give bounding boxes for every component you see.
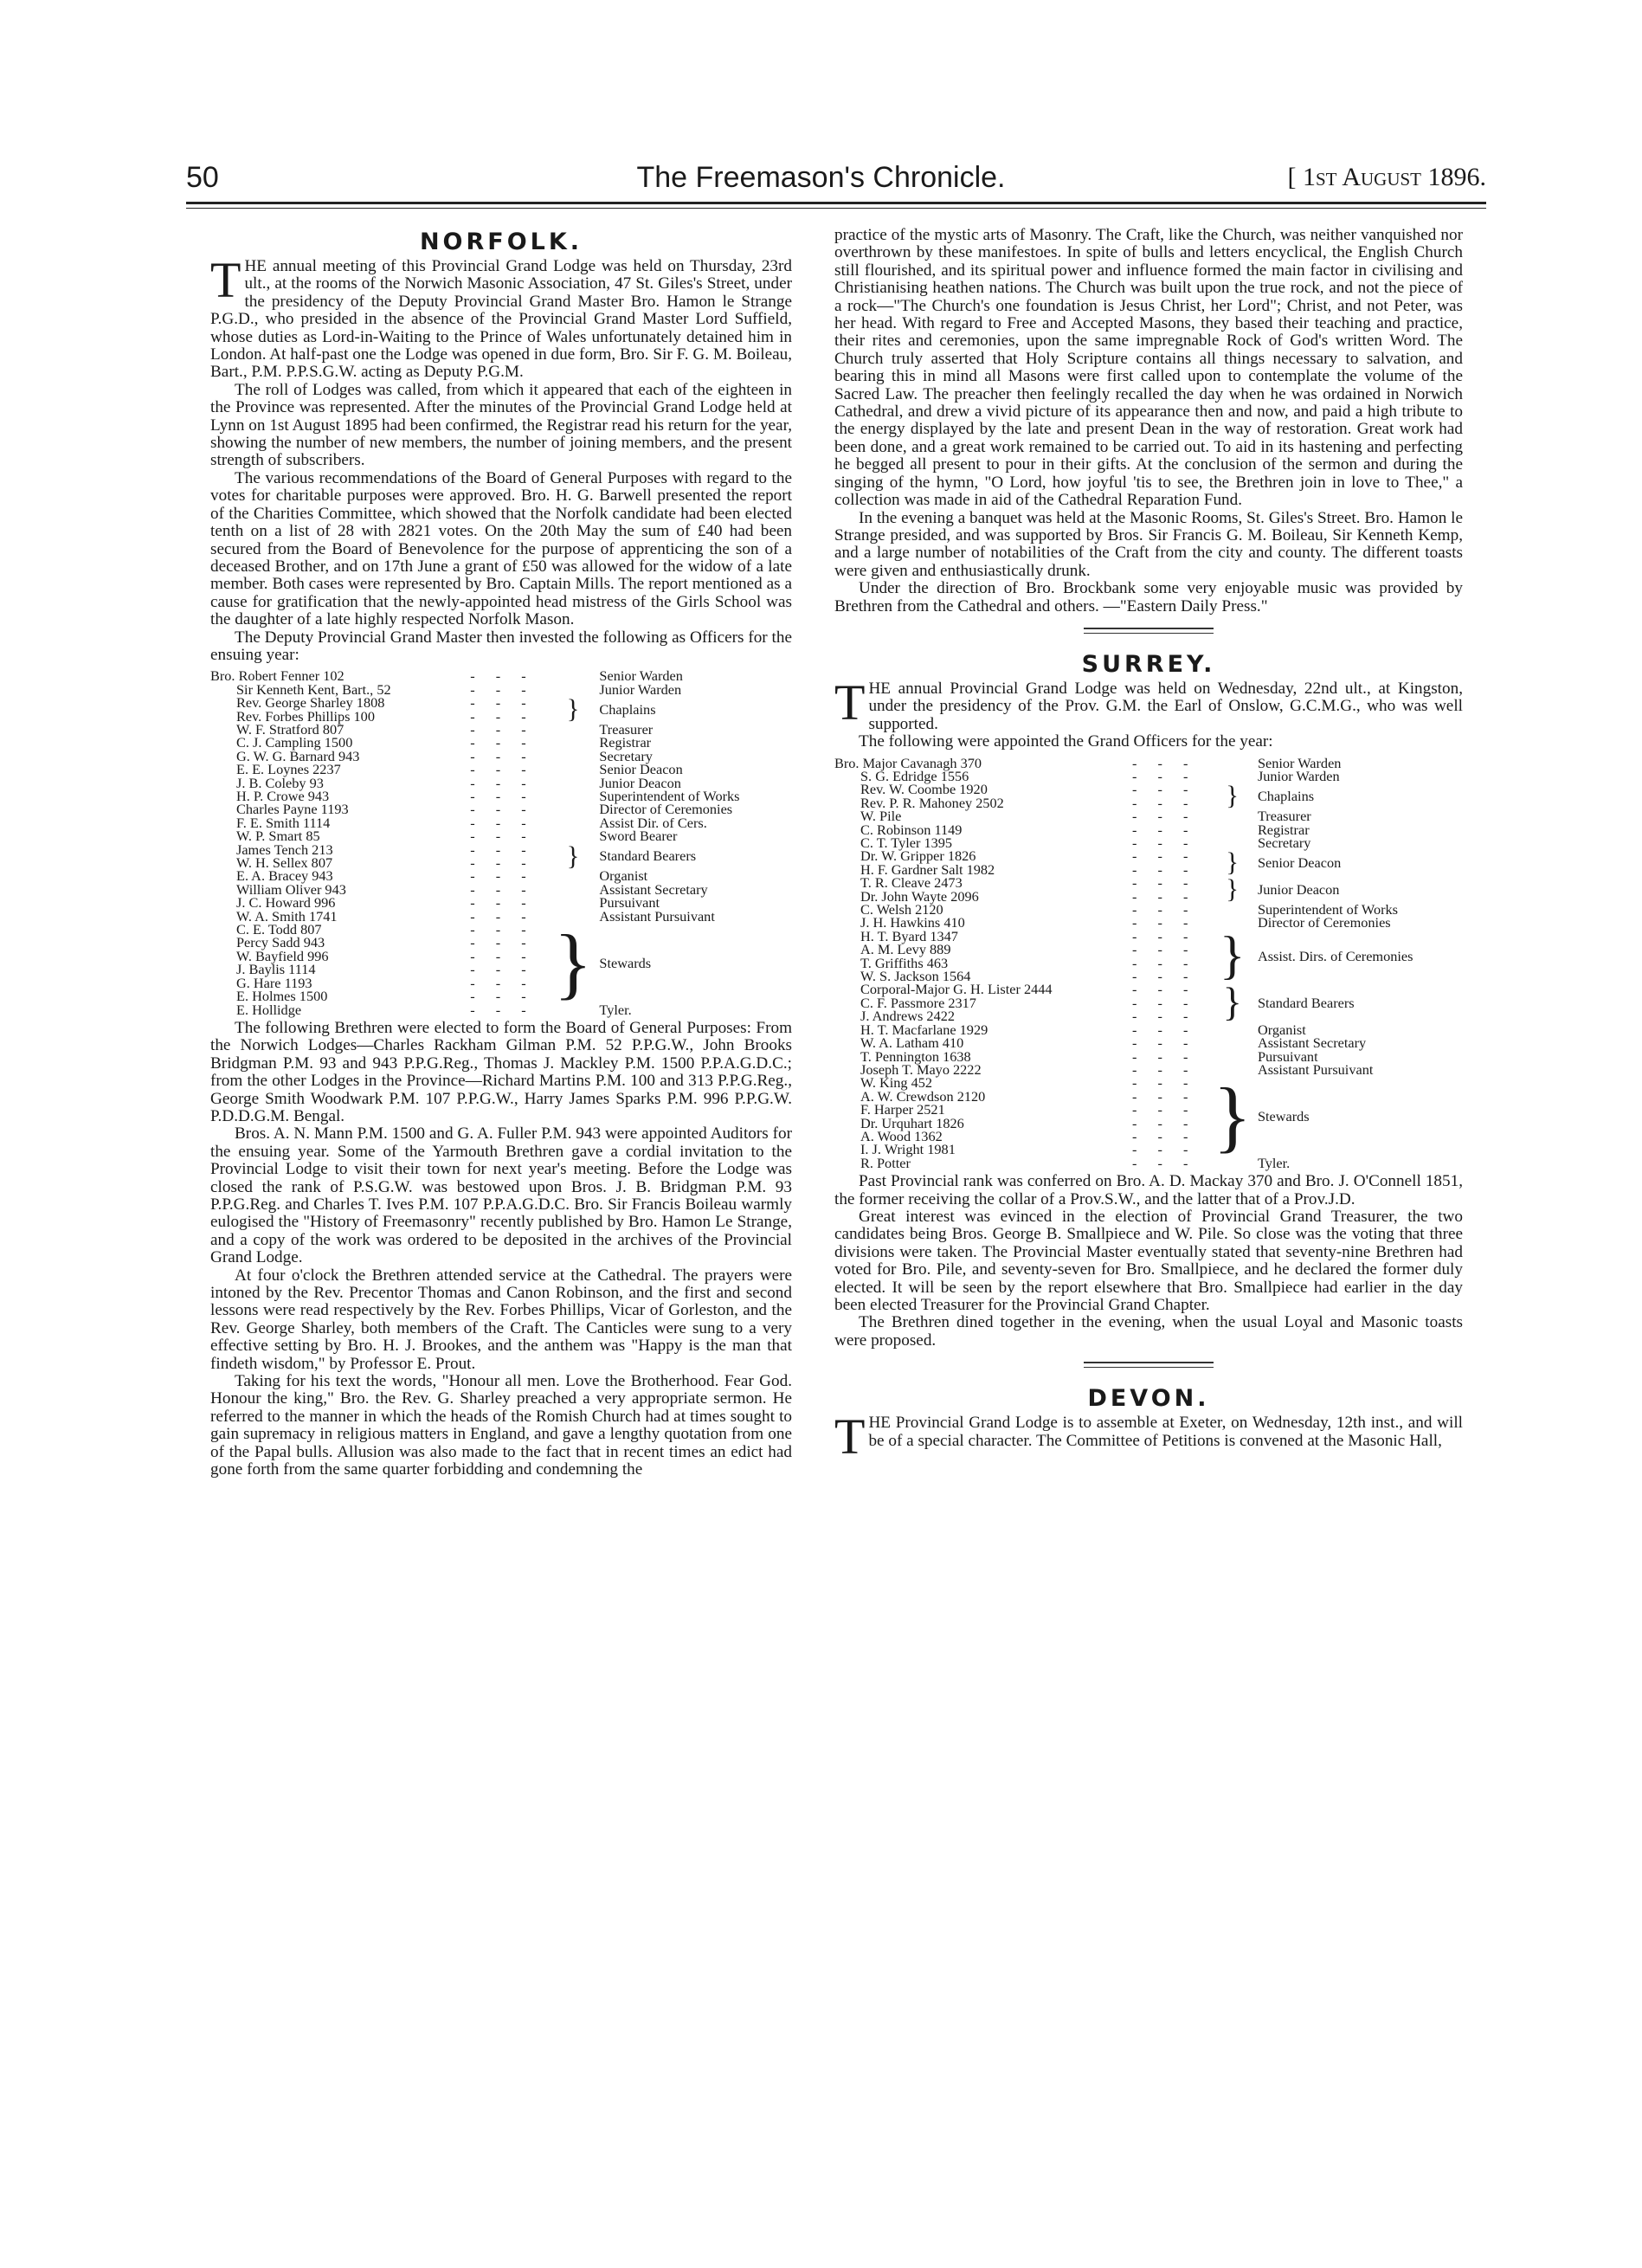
norfolk-paragraph-10: In the evening a banquet was held at the Masonic Rooms, St. Giles's Street. Bro. Hamon le Strange presided, and was supported by Bros. Sir Francis G. M. Boileau, Sir Kenneth Kemp, and a large number of notabilities of the Craft from the city and county. The different toasts were given and enthusiastically drunk. — [834, 508, 1463, 580]
norfolk-paragraph-5: The following Brethren were elected to form the Board of General Purposes: From the Norwich Lodges—Charles Rackham Gilman P.M. 52 P.P.G.W., John Brooks Bridgman P.M. 93 and 943 P.P.G.Reg., Thomas J. Mackley P.M. 1500 P.P.A.G.D.C.; from the other Lodges in the Province—Richard Martins P.M. 100 and 313 P.P.G.Reg., George Smith Woodwark P.M. 107 P.P.G.W., Harry James Sparks P.M. 996 P.P.G.W. P.D.D.G.M. Bengal. — [210, 1018, 792, 1125]
norfolk-heading: NORFOLK. — [419, 229, 583, 255]
officer-name: James Tench 213 — [236, 841, 333, 858]
officer-office: Senior Deacon — [1257, 854, 1342, 872]
officer-name: R. Potter — [860, 1154, 911, 1171]
leader-dots: - - - — [1132, 1047, 1197, 1065]
leader-dots: - - - — [470, 880, 535, 898]
officer-name: T. R. Cleave 2473 — [860, 874, 963, 892]
leader-dots: - - - — [1132, 941, 1197, 958]
officer-name: G. Hare 1193 — [236, 974, 312, 991]
surrey-paragraph-2: The following were appointed the Grand Officers for the year: — [859, 732, 1273, 751]
leader-dots: - - - — [470, 801, 535, 818]
officer-name: Charles Payne 1193 — [236, 801, 349, 818]
officer-name: C. J. Campling 1500 — [236, 734, 353, 751]
leader-dots: - - - — [470, 934, 535, 951]
officer-office: Organist — [1257, 1021, 1306, 1038]
norfolk-paragraph-8: Taking for his text the words, "Honour all men. Love the Brotherhood. Fear God. Honour the king," Bro. the Rev. G. Sharley preached a very appropriate sermon. He referred to the manner in which the heads of the Romish Church had at times sought to gain supremacy in religious matters in England, and gave a lengthy quotation from one of the Papal bulls. Allusion was also made to the fact that in recent times an edict had gone forth from the same quarter forbidding and condemning the — [210, 1372, 792, 1479]
brace-mark — [547, 896, 600, 909]
leader-dots: - - - — [470, 894, 535, 912]
officer-office: Standard Bearers — [1257, 994, 1355, 1011]
leader-dots: - - - — [470, 774, 535, 791]
officer-name: E. Holmes 1500 — [236, 988, 328, 1005]
brace-mark — [547, 802, 600, 815]
brace-mark — [1207, 903, 1258, 916]
surrey-paragraph-3: Past Provincial rank was conferred on Bro. A. D. Mackay 370 and Bro. J. O'Connell 1851, the former receiving the collar of a Prov.S.W., and the latter that of a Prov.J.D. — [834, 1172, 1463, 1208]
leader-dots: - - - — [1132, 1141, 1197, 1158]
leader-dots: - - - — [1132, 1034, 1197, 1052]
officer-name: Bro. Major Cavanagh 370 — [834, 754, 982, 771]
leader-dots: - - - — [470, 667, 535, 685]
officer-name: J. C. Howard 996 — [236, 894, 336, 912]
right-column — [834, 226, 1463, 1466]
officer-name: E. A. Bracey 943 — [236, 867, 333, 885]
officer-name: F. Harper 2521 — [860, 1101, 945, 1118]
officer-office: Chaplains — [599, 700, 656, 718]
brace-mark: } — [1226, 874, 1240, 905]
section-divider-thin — [1084, 1367, 1214, 1368]
drop-cap: T — [834, 1408, 866, 1466]
officer-office: Treasurer — [599, 720, 654, 738]
header-rule — [186, 202, 1486, 204]
officer-name: J. Baylis 1114 — [236, 961, 316, 978]
officer-office: Tyler. — [1257, 1154, 1291, 1171]
brace-mark — [547, 669, 600, 682]
brace-mark — [1207, 809, 1258, 822]
officer-name: G. W. G. Barnard 943 — [236, 747, 360, 764]
brace-mark — [1207, 1023, 1258, 1036]
leader-dots: - - - — [1132, 1114, 1197, 1131]
norfolk-paragraph-4: The Deputy Provincial Grand Master then invested the following as Officers for the ensuing year: — [210, 628, 792, 664]
officer-name: W. A. Latham 410 — [860, 1034, 964, 1052]
leader-dots: - - - — [470, 680, 535, 698]
officer-name: E. E. Loynes 2237 — [236, 761, 341, 778]
officer-name: C. Welsh 2120 — [860, 901, 943, 918]
norfolk-paragraph-3: The various recommendations of the Board of General Purposes with regard to the votes for charitable purposes were approved. Bro. H. G. Barwell presented the report of the Charities Committee, which showed that the Norfolk candidate had been elected tenth on a list of 28 with 2821 votes. On the 20th May the sum of £40 had been secured from the Board of Benevolence for the purpose of apprenticing the son of a deceased Brother, and on 17th June a grant of £50 was allowed for the widow of a late member. Both cases were represented by Bro. Captain Mills. The report mentioned as a cause for gratification that the newly-appointed head mistress of the Girls School was the daughter of a late highly respected Norfolk Mason. — [210, 468, 792, 629]
brace-mark — [547, 869, 600, 882]
officer-name: J. Andrews 2422 — [860, 1008, 955, 1025]
officer-name: Rev. Forbes Phillips 100 — [236, 707, 375, 725]
officer-office: Stewards — [1257, 1107, 1310, 1124]
left-column — [210, 227, 792, 1479]
leader-dots: - - - — [470, 720, 535, 738]
officer-office: Senior Deacon — [599, 761, 683, 778]
officer-name: C. E. Todd 807 — [236, 921, 322, 938]
leader-dots: - - - — [470, 1001, 535, 1018]
leader-dots: - - - — [1132, 914, 1197, 931]
officer-office: Director of Ceremonies — [599, 801, 733, 818]
brace-mark: } — [553, 918, 593, 1008]
officer-office: Sword Bearer — [599, 828, 678, 845]
officer-name: C. Robinson 1149 — [860, 821, 963, 838]
leader-dots: - - - — [1132, 994, 1197, 1011]
surrey-officers-table — [834, 754, 1463, 1171]
brace-mark — [1207, 757, 1258, 770]
officer-office: Junior Warden — [599, 680, 682, 698]
leader-dots: - - - — [470, 694, 535, 712]
brace-mark — [547, 723, 600, 736]
officer-office: Pursuivant — [599, 894, 660, 912]
officer-name: Dr. Urquhart 1826 — [860, 1114, 964, 1131]
leader-dots: - - - — [470, 907, 535, 925]
officer-name: Rev. George Sharley 1808 — [236, 694, 385, 712]
issue-date: [ 1st August 1896. — [1287, 163, 1486, 191]
brace-mark — [547, 763, 600, 776]
leader-dots: - - - — [1132, 1154, 1197, 1171]
page-number: 50 — [186, 161, 219, 194]
officer-office: Registrar — [599, 734, 652, 751]
norfolk-officers-table — [210, 669, 792, 1016]
brace-mark — [1207, 1050, 1258, 1063]
officer-name: Joseph T. Mayo 2222 — [860, 1060, 982, 1078]
leader-dots: - - - — [1132, 954, 1197, 971]
officer-office: Registrar — [1257, 821, 1310, 838]
brace-mark: } — [1226, 781, 1240, 811]
officer-office: Director of Ceremonies — [1257, 914, 1391, 931]
leader-dots: - - - — [1132, 981, 1197, 998]
brace-mark — [547, 776, 600, 789]
officer-name: W. Pile — [860, 808, 902, 825]
leader-dots: - - - — [1132, 1021, 1197, 1038]
norfolk-paragraph-7: At four o'clock the Brethren attended service at the Cathedral. The prayers were intoned by the Rev. Precentor Thomas and Canon Robinson, and the first and second lessons were read respectively by the Rev. Forbes Phillips, Vicar of Gorleston, and the Rev. George Sharley, both members of the Craft. The Canticles were sung to a very effective setting by Bro. H. J. Brookes, and the anthem was "Happy is the man that findeth wisdom," by Professor E. Prout. — [210, 1266, 792, 1373]
brace-mark — [547, 816, 600, 829]
leader-dots: - - - — [470, 841, 535, 858]
surrey-heading: SURREY. — [1081, 650, 1216, 678]
officer-row — [210, 1003, 792, 1016]
brace-mark — [547, 883, 600, 896]
norfolk-paragraph-11: Under the direction of Bro. Brockbank some very enjoyable music was provided by Brethren from the Cathedral and others. —"Eastern Daily Press." — [834, 579, 1463, 615]
leader-dots: - - - — [1132, 1101, 1197, 1118]
leader-dots: - - - — [1132, 821, 1197, 838]
officer-name: J. H. Hawkins 410 — [860, 914, 965, 931]
officer-name: C. T. Tyler 1395 — [860, 834, 953, 851]
masthead-title: The Freemason's Chronicle. — [636, 161, 1006, 194]
officer-name: I. J. Wright 1981 — [860, 1141, 956, 1158]
officer-office: Senior Warden — [1257, 754, 1342, 771]
officer-name: A. Wood 1362 — [860, 1127, 943, 1144]
leader-dots: - - - — [470, 961, 535, 978]
leader-dots: - - - — [470, 814, 535, 831]
leader-dots: - - - — [1132, 874, 1197, 892]
officer-office: Assist. Dirs. of Ceremonies — [1257, 947, 1413, 964]
leader-dots: - - - — [470, 828, 535, 845]
officer-name: W. Bayfield 996 — [236, 947, 329, 964]
officer-name: T. Griffiths 463 — [860, 954, 949, 971]
surrey-paragraph-1: THE annual Provincial Grand Lodge was held on Wednesday, 22nd ult., at Kingston, under the presidency of the Prov. G.M. the Earl of Onslow, G.C.M.G., who was well supported. — [834, 673, 1463, 733]
officer-name: Dr. W. Gripper 1826 — [860, 847, 976, 865]
leader-dots: - - - — [1132, 781, 1197, 798]
devon-paragraph-1: THE Provincial Grand Lodge is to assemble at Exeter, on Wednesday, 12th inst., and will be of a special character. The Committee of Petitions is convened at the Masonic Hall, — [834, 1408, 1463, 1466]
leader-dots: - - - — [470, 867, 535, 885]
officer-office: Superintendent of Works — [599, 788, 740, 804]
leader-dots: - - - — [470, 988, 535, 1005]
norfolk-paragraph-9: practice of the mystic arts of Masonry. The Craft, like the Church, was neither vanquished nor overthrown by these manifestoes. In spite of bulls and letters encyclical, the English Church still flourished, and its spiritual power and influence formed the main factor in civilising and Christianising heathen nations. The Church was built upon the true rock, and not the piece of a rock—"The Church's one foundation is Jesus Christ, her Lord"; Christ, and not Peter, was her head. With regard to Free and Accepted Masons, they based their teaching and practice, their rites and ceremonies, upon the same impregnable Rock of God's written Word. The Church truly asserted that Holy Scripture contains all things necessary to salvation, and bearing this in mind all Masons were first called upon to contemplate the volume of the Sacred Law. The preacher then feelingly recalled the day when he was ordained in Norwich Cathedral, and drew a vivid picture of its appearance then and now, and paid a high tribute to the energy displayed by the late and present Dean in the way of restoration. Great work had been done, and a great work remained to be carried out. To aid in its hastening and perfecting he begged all present to pour in their gifts. At the conclusion of the sermon and during the singing of the hymn, "O Lord, how joyful 'tis to see, the Brethren join in love to Thee," a collection was made in aid of the Cathedral Reparation Fund. — [834, 226, 1463, 510]
brace-mark: } — [1213, 1072, 1252, 1161]
officer-row — [834, 1157, 1463, 1169]
officer-name: H. T. Macfarlane 1929 — [860, 1021, 988, 1038]
section-divider-thin — [1084, 633, 1214, 634]
leader-dots: - - - — [1132, 834, 1197, 851]
brace-mark — [547, 789, 600, 802]
leader-dots: - - - — [1132, 1087, 1197, 1105]
officer-office: Assistant Secretary — [1257, 1034, 1367, 1052]
officer-office: Senior Warden — [599, 667, 683, 685]
officer-name: H. T. Byard 1347 — [860, 927, 958, 944]
officer-office: Assistant Pursuivant — [1257, 1060, 1374, 1078]
officer-name: S. G. Edridge 1556 — [860, 767, 969, 784]
officer-office: Stewards — [599, 954, 652, 971]
leader-dots: - - - — [470, 974, 535, 991]
officer-name: Percy Sadd 943 — [236, 934, 325, 951]
header-rule-thin — [186, 208, 1486, 209]
surrey-paragraph-4: Great interest was evinced in the election of Provincial Grand Treasurer, the two candidates being Bros. George B. Smallpiece and W. Pile. So close was the voting that three divisions were taken. The Provincial Master eventually stated that seventy-nine Brethren had voted for Bro. Pile, and seventy-seven for Bro. Smallpiece, and he declared the former duly elected. It will be seen by the report elsewhere that Bro. Smallpiece had earlier in the day been elected Treasurer for the Provincial Grand Chapter. — [834, 1207, 1463, 1314]
norfolk-paragraph-2: The roll of Lodges was called, from which it appeared that each of the eighteen in the Province was represented. After the minutes of the Provincial Grand Lodge held at Lynn on 1st August 1895 had been confirmed, the Registrar read his return for the year, showing the number of new members, the number of joining members, and the present strength of subscribers. — [210, 380, 792, 470]
brace-mark: } — [566, 841, 580, 871]
officer-name: W. A. Smith 1741 — [236, 907, 338, 925]
leader-dots: - - - — [470, 921, 535, 938]
leader-dots: - - - — [1132, 927, 1197, 944]
officer-name: A. W. Crewdson 2120 — [860, 1087, 986, 1105]
leader-dots: - - - — [1132, 754, 1197, 771]
brace-mark: } — [1222, 980, 1242, 1025]
brace-mark — [547, 750, 600, 763]
brace-mark: } — [1226, 847, 1240, 878]
norfolk-paragraph-1: THE annual meeting of this Provincial Grand Lodge was held on Thursday, 23rd ult., at the rooms of the Norwich Masonic Association, 47 St. Giles's Street, under the presidency of the Deputy Provincial Grand Master Bro. Hamon le Strange P.G.D., who presided in the absence of the Provincial Grand Master Lord Suffield, whose duties as Lord-in-Waiting to the Prince of Wales unfortunately detained him in London. At half-past one the Lodge was opened in due form, Bro. Sir F. G. M. Boileau, Bart., P.M. P.P.S.G.W. acting as Deputy P.G.M. — [210, 252, 792, 382]
officer-office: Treasurer — [1257, 808, 1311, 825]
officer-name: F. E. Smith 1114 — [236, 814, 331, 831]
section-divider — [1084, 1362, 1214, 1363]
brace-mark — [1207, 1036, 1258, 1049]
officer-office: Superintendent of Works — [1257, 901, 1399, 918]
brace-mark: } — [1219, 925, 1246, 985]
officer-name: Sir Kenneth Kent, Bart., 52 — [236, 680, 391, 698]
leader-dots: - - - — [1132, 1074, 1197, 1092]
leader-dots: - - - — [1132, 968, 1197, 985]
officer-office: Assistant Secretary — [599, 880, 708, 898]
leader-dots: - - - — [1132, 808, 1197, 825]
section-divider — [1084, 628, 1214, 629]
drop-cap: T — [210, 252, 241, 308]
leader-dots: - - - — [1132, 887, 1197, 905]
officer-name: Rev. P. R. Mahoney 2502 — [860, 794, 1004, 811]
officer-office: Junior Deacon — [1257, 880, 1340, 898]
officer-name: Rev. W. Coombe 1920 — [860, 781, 988, 798]
leader-dots: - - - — [470, 761, 535, 778]
officer-name: W. F. Stratford 807 — [236, 720, 344, 738]
leader-dots: - - - — [1132, 860, 1197, 878]
leader-dots: - - - — [470, 747, 535, 764]
officer-name: W. P. Smart 85 — [236, 828, 320, 845]
leader-dots: - - - — [470, 707, 535, 725]
norfolk-paragraph-6: Bros. A. N. Mann P.M. 1500 and G. A. Fuller P.M. 943 were appointed Auditors for the ensuing year. Some of the Yarmouth Brethren gave a cordial invitation to the Provincial Lodge to visit their town for next year's meeting. Before the Lodge was closed the rank of P.S.G.W. was bestowed upon Bros. J. B. Bridgman P.M. 93 P.P.G.Reg. and Charles T. Ives P.M. 107 P.P.A.G.D.C. Bro. Sir Francis Boileau warmly eulogised the "History of Freemasonry" recently published by Bro. Hamon Le Strange, and a copy of the work was ordered to be deposited in the archives of the Provincial Grand Lodge. — [210, 1124, 792, 1267]
officer-office: Organist — [599, 867, 648, 885]
officer-name: H. F. Gardner Salt 1982 — [860, 860, 995, 878]
officer-office: Chaplains — [1257, 788, 1315, 805]
officer-name: T. Pennington 1638 — [860, 1047, 971, 1065]
devon-heading: DEVON. — [1087, 1385, 1210, 1413]
officer-name: A. M. Levy 889 — [860, 941, 951, 958]
officer-name: E. Hollidge — [236, 1001, 302, 1018]
officer-name: Bro. Robert Fenner 102 — [210, 667, 344, 685]
officer-office: Assist Dir. of Cers. — [599, 814, 707, 831]
officer-name: C. F. Passmore 2317 — [860, 994, 976, 1011]
officer-office: Secretary — [1257, 834, 1311, 851]
officer-name: Dr. John Wayte 2096 — [860, 887, 979, 905]
leader-dots: - - - — [470, 947, 535, 964]
officer-office: Standard Bearers — [599, 847, 697, 865]
leader-dots: - - - — [1132, 901, 1197, 918]
officer-name: W. S. Jackson 1564 — [860, 968, 971, 985]
officer-office: Junior Deacon — [599, 774, 681, 791]
officer-name: W. King 452 — [860, 1074, 933, 1092]
officer-name: William Oliver 943 — [236, 880, 346, 898]
leader-dots: - - - — [1132, 1127, 1197, 1144]
surrey-paragraph-5: The Brethren dined together in the evening, when the usual Loyal and Masonic toasts were proposed. — [834, 1313, 1463, 1350]
brace-mark — [1207, 823, 1258, 836]
leader-dots: - - - — [1132, 767, 1197, 784]
leader-dots: - - - — [470, 734, 535, 751]
brace-mark: } — [566, 694, 580, 725]
leader-dots: - - - — [470, 854, 535, 872]
leader-dots: - - - — [1132, 794, 1197, 811]
officer-name: H. P. Crowe 943 — [236, 788, 330, 804]
officer-office: Tyler. — [599, 1001, 632, 1018]
officer-office: Assistant Pursuivant — [599, 907, 715, 925]
drop-cap: T — [834, 673, 866, 731]
leader-dots: - - - — [1132, 1008, 1197, 1025]
officer-name: W. H. Sellex 807 — [236, 854, 333, 872]
officer-office: Secretary — [599, 747, 653, 764]
officer-name: Corporal-Major G. H. Lister 2444 — [860, 981, 1053, 998]
leader-dots: - - - — [1132, 1060, 1197, 1078]
officer-name: J. B. Coleby 93 — [236, 774, 324, 791]
leader-dots: - - - — [1132, 847, 1197, 865]
officer-office: Junior Warden — [1257, 767, 1340, 784]
brace-mark — [547, 736, 600, 749]
officer-office: Pursuivant — [1257, 1047, 1318, 1065]
leader-dots: - - - — [470, 788, 535, 804]
